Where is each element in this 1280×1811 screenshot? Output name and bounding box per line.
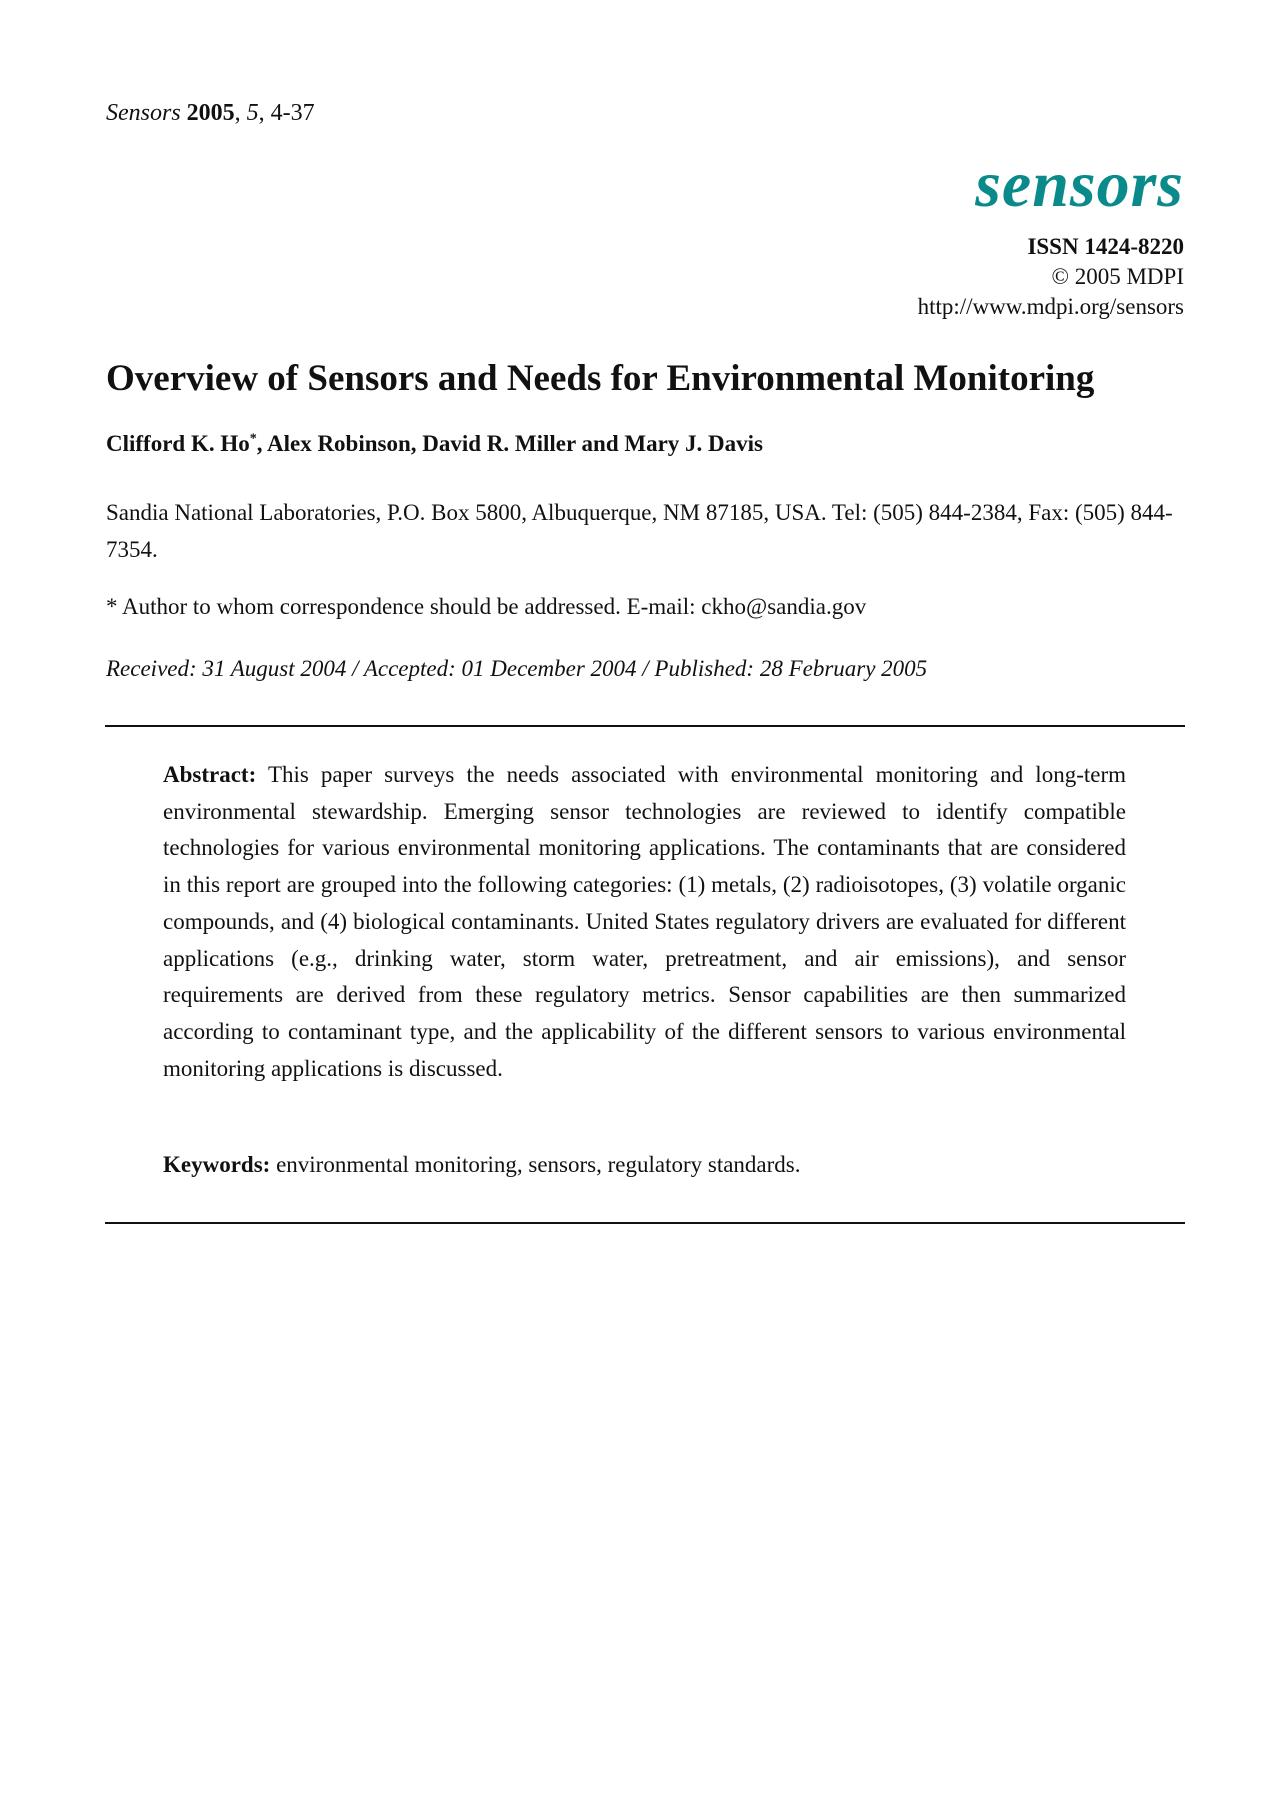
corresponding-author-mark: * [249, 431, 257, 447]
journal-logo: sensors [975, 148, 1184, 221]
abstract-label: Abstract: [163, 762, 257, 787]
keywords-text: environmental monitoring, sensors, regulatory standards. [276, 1152, 801, 1177]
issn: ISSN 1424-8220 [1027, 234, 1184, 259]
keywords [163, 1152, 1126, 1178]
journal-volume: 5 [246, 100, 259, 126]
abstract-text: This paper surveys the needs associated with environmental monitoring and long-term environmental stewardship. Emerging sensor technologies are reviewed to identify compatible technologies for various environmental monitoring applications. The contaminants that are considered in this report are grouped into the following categories: (1) metals, (2) radioisotopes, (3) volatile organic compounds, and (4) biological contaminants. United States regulatory drivers are evaluated for different applications (e.g., drinking water, storm water, pretreatment, and air emissions), and sensor requirements are derived from these regulatory metrics. Sensor capabilities are then summarized according to contaminant type, and the applicability of the different sensors to various environmental monitoring applications is discussed. [163, 762, 1126, 1081]
publication-dates: Received: 31 August 2004 / Accepted: 01 December 2004 / Published: 28 February 2005 [106, 656, 928, 681]
author-first: Clifford K. Ho [106, 431, 250, 456]
journal-year: 2005 [186, 100, 235, 126]
correspondence-note: * Author to whom correspondence should be addressed. E-mail: ckho@sandia.gov [106, 594, 867, 619]
abstract [163, 757, 1126, 1087]
journal-url[interactable]: http://www.mdpi.org/sensors [917, 294, 1184, 319]
divider-top [105, 725, 1185, 727]
author-list [106, 431, 763, 457]
affiliation: Sandia National Laboratories, P.O. Box 5800, Albuquerque, NM 87185, USA. Tel: (505) 844-2384, Fax: (505) 844-7354. [106, 500, 1173, 562]
author-rest: , Alex Robinson, David R. Miller and Mary J. Davis [256, 431, 763, 456]
journal-name: Sensors [106, 100, 181, 126]
journal-citation: Sensors 2005, 5, 4-37 [106, 100, 315, 126]
divider-bottom [105, 1222, 1185, 1224]
journal-pages: 4-37 [270, 100, 315, 126]
copyright: © 2005 MDPI [1051, 264, 1184, 289]
article-title: Overview of Sensors and Needs for Environmental Monitoring [106, 358, 1095, 399]
keywords-label: Keywords: [163, 1152, 271, 1177]
journal-masthead [917, 148, 1184, 322]
